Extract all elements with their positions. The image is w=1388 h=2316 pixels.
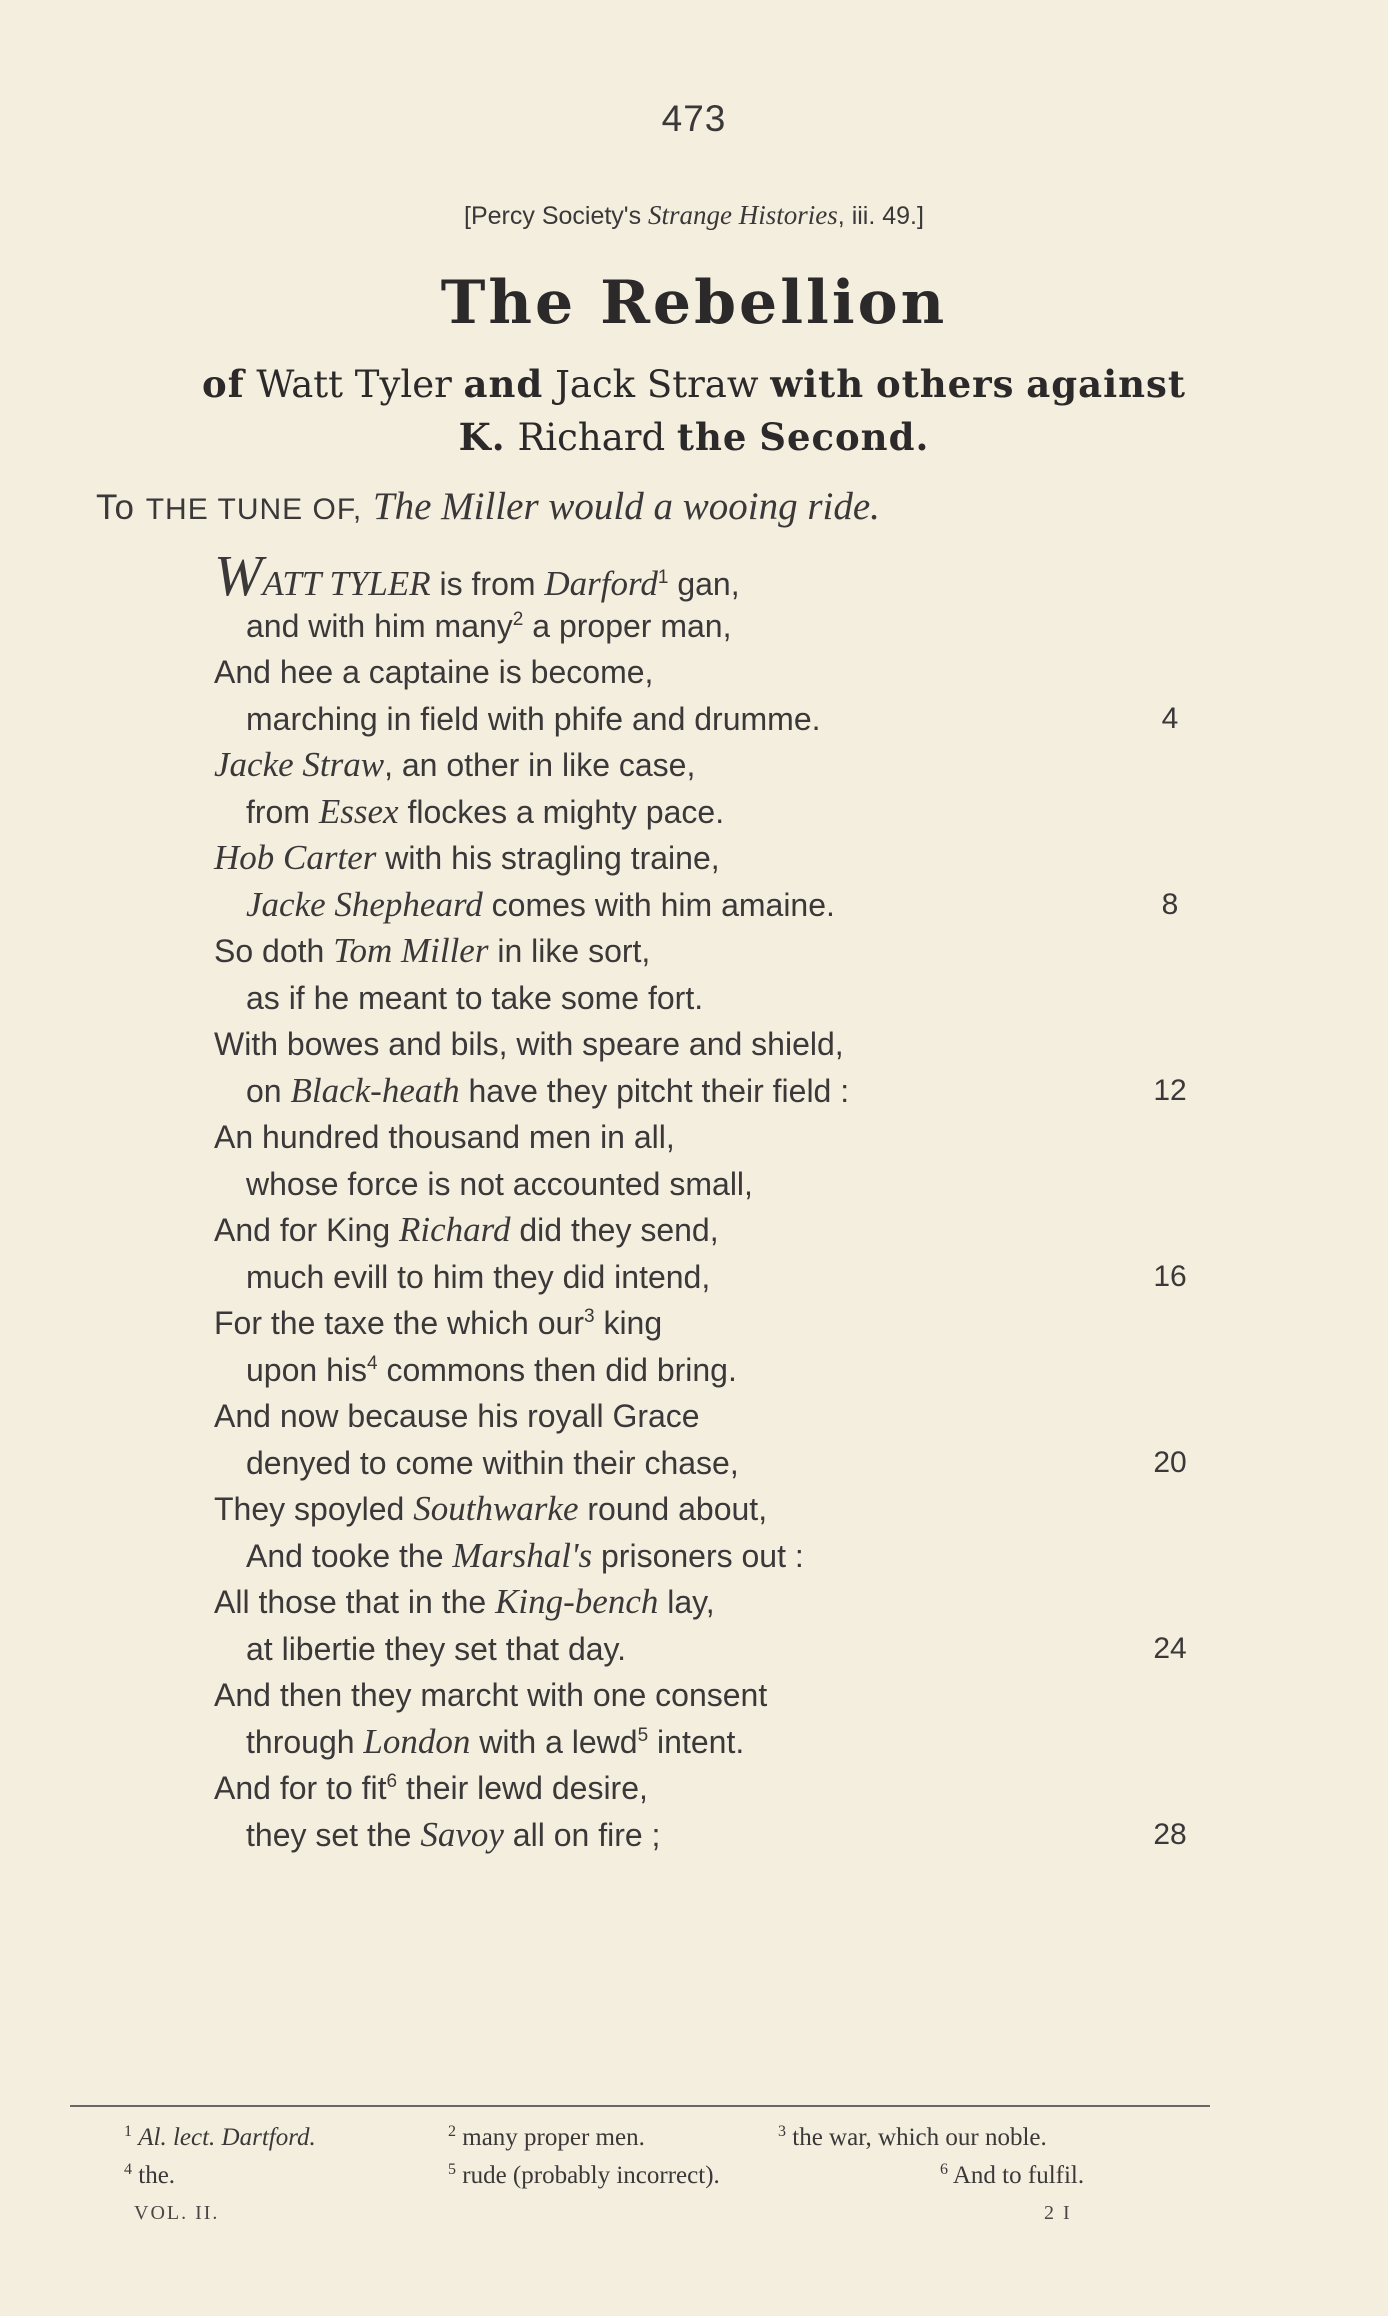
source-title: Strange Histories [648,200,838,230]
footnote-mark: 4 [124,2161,132,2178]
subtitle-word: Second. [759,415,930,459]
verse-text: They spoyled [214,1491,414,1527]
verse-line-17 [0,1300,1388,1347]
page-number: 473 [661,98,727,139]
verse-line-3 [0,649,1388,696]
verse-text: is from [430,566,545,602]
footnote-4 [124,2162,175,2190]
verse-text: their lewd desire, [397,1770,648,1806]
footnote-ref: 2 [512,608,524,630]
ballad-verse [0,543,1388,1858]
verse-text: and with him many [246,607,513,644]
verse-text: as if he meant to take some fort. [246,979,704,1016]
verse-italic: Jacke Shepheard [246,884,483,924]
verse-text: lay, [658,1584,715,1620]
verse-text: And for King [214,1212,399,1248]
verse-italic: Southwarke [413,1489,579,1528]
subtitle-word: K. [458,415,506,459]
footnote-text: rude (probably incorrect). [462,2162,720,2189]
verse-text: And tooke the [246,1537,453,1574]
subtitle-word: others [875,362,1015,406]
verse-text: upon his [246,1351,367,1388]
verse-line-15 [0,1207,1388,1254]
verse-text: intent. [648,1723,745,1760]
verse-text: comes with him amaine. [482,886,835,923]
verse-text: they set the [246,1816,421,1853]
verse-line-8 [0,882,1388,929]
verse-italic: London [363,1721,471,1761]
verse-text: have they pitcht their field : [459,1072,850,1109]
verse-line-9 [0,928,1388,975]
line-number: 20 [1153,1445,1187,1479]
footnote-ref: 5 [637,1724,649,1746]
tune-line [96,484,880,529]
verse-text: flockes a mighty pace. [398,793,725,830]
footnote-2 [448,2124,645,2152]
line-number: 8 [1161,887,1179,921]
verse-text: So doth [214,933,334,969]
subtitle-word: Watt Tyler [256,363,452,406]
footnote-mark: 2 [448,2123,456,2140]
source-suffix: , iii. 49.] [837,202,924,230]
footnote-ref: 1 [657,567,669,588]
footnote-1 [124,2124,316,2152]
verse-text: a proper man, [523,607,732,644]
footnote-mark: 6 [940,2161,948,2178]
verse-text: gan, [668,566,740,602]
footnote-text: Al. lect. Dartford. [138,2124,316,2151]
subtitle-word: Jack Straw [555,363,759,406]
sheet-signature: 2 I [1044,2202,1072,2224]
verse-line-27 [0,1765,1388,1812]
tune-to: To [96,488,135,527]
verse-text: With bowes and bils, with speare and shield, [214,1026,844,1062]
verse-italic: Darford [544,564,658,603]
verse-line-4 [0,696,1388,743]
tune-label: THE TUNE OF, [145,493,363,526]
drop-initial: W [214,543,263,608]
verse-line-11 [0,1021,1388,1068]
footnote-3 [778,2124,1047,2152]
verse-text: with his stragling traine, [376,840,720,876]
verse-line-13 [0,1114,1388,1161]
verse-italic: Tom Miller [333,931,489,970]
verse-line-19 [0,1393,1388,1440]
verse-text: marching in field with phife and drumme. [246,700,821,737]
verse-italic: Jacke Straw [214,745,385,784]
subtitle-word: the [676,415,748,459]
verse-text: in like sort, [488,933,651,969]
footnote-5 [448,2162,720,2190]
verse-line-28 [0,1812,1388,1859]
footnote-mark: 5 [448,2161,456,2178]
subtitle-line-2 [0,415,1388,459]
subtitle-word: with [770,362,865,406]
footnote-6 [940,2162,1084,2190]
verse-line-16 [0,1254,1388,1301]
footnote-text: the. [138,2162,176,2189]
subtitle-word: of [202,362,245,406]
verse-italic: Essex [318,791,399,831]
verse-text: And now because his royall Grace [214,1398,700,1434]
verse-italic: ATT TYLER [262,564,431,603]
line-number: 4 [1161,701,1179,735]
verse-line-7 [0,835,1388,882]
verse-line-10 [0,975,1388,1022]
subtitle-word: Richard [517,416,666,459]
verse-line-12 [0,1068,1388,1115]
footnote-text: And to fulfil. [952,2162,1085,2189]
verse-italic: Hob Carter [214,838,377,877]
verse-text: whose force is not accounted small, [246,1165,753,1202]
footnote-ref: 4 [366,1352,378,1374]
verse-text: did they send, [510,1212,719,1248]
verse-text: And for to fit [214,1770,387,1806]
source-citation [0,200,1388,231]
verse-italic: King-bench [495,1582,659,1621]
verse-line-2 [0,603,1388,650]
footnote-mark: 1 [124,2123,132,2140]
verse-text: An hundred thousand men in all, [214,1119,675,1155]
volume-signature: VOL. II. [134,2202,220,2224]
verse-line-18 [0,1347,1388,1394]
verse-text: , an other in like case, [384,747,696,783]
verse-italic: Marshal's [452,1535,593,1575]
verse-text: all on fire ; [503,1816,661,1853]
verse-line-25 [0,1672,1388,1719]
verse-text: through [246,1723,364,1760]
verse-text: commons then did bring. [377,1351,737,1388]
tune-name: The Miller would a wooing ride. [372,485,880,528]
footnote-rule [70,2105,1210,2107]
line-number: 28 [1153,1817,1187,1851]
line-number: 12 [1153,1073,1187,1107]
verse-text: king [594,1305,663,1341]
verse-text: prisoners out : [592,1537,804,1574]
verse-text: from [246,793,319,830]
verse-text: with a lewd [470,1723,638,1760]
verse-line-14 [0,1161,1388,1208]
verse-text: round about, [578,1491,768,1527]
verse-text: All those that in the [214,1584,496,1620]
verse-text: much evill to him they did intend, [246,1258,711,1295]
verse-line-24 [0,1626,1388,1673]
footnote-text: many proper men. [462,2124,645,2151]
footnote-ref: 3 [583,1306,595,1327]
verse-italic: Savoy [420,1814,504,1854]
verse-line-20 [0,1440,1388,1487]
verse-text: on [246,1072,291,1109]
verse-italic: Richard [399,1210,511,1249]
footnote-text: the war, which our noble. [792,2124,1047,2151]
verse-line-26 [0,1719,1388,1766]
verse-line-1 [0,543,1388,608]
source-prefix: [Percy Society's [464,202,649,230]
verse-text: For the taxe the which our [214,1305,584,1341]
verse-line-5 [0,742,1388,789]
line-number: 24 [1153,1631,1187,1665]
verse-italic: Black-heath [290,1070,460,1110]
verse-line-21 [0,1486,1388,1533]
footnote-ref: 6 [386,1771,398,1792]
subtitle-word: against [1026,362,1186,406]
verse-text: And hee a captaine is become, [214,654,654,690]
verse-line-6 [0,789,1388,836]
ballad-title: The Rebellion [440,268,948,338]
subtitle-word: and [463,362,544,406]
footnote-mark: 3 [778,2123,786,2140]
subtitle-line-1 [0,362,1388,406]
line-number: 16 [1153,1259,1187,1293]
verse-text: denyed to come within their chase, [246,1444,739,1481]
verse-text: at libertie they set that day. [246,1630,627,1667]
verse-text: And then they marcht with one consent [214,1677,768,1713]
verse-line-23 [0,1579,1388,1626]
verse-line-22 [0,1533,1388,1580]
